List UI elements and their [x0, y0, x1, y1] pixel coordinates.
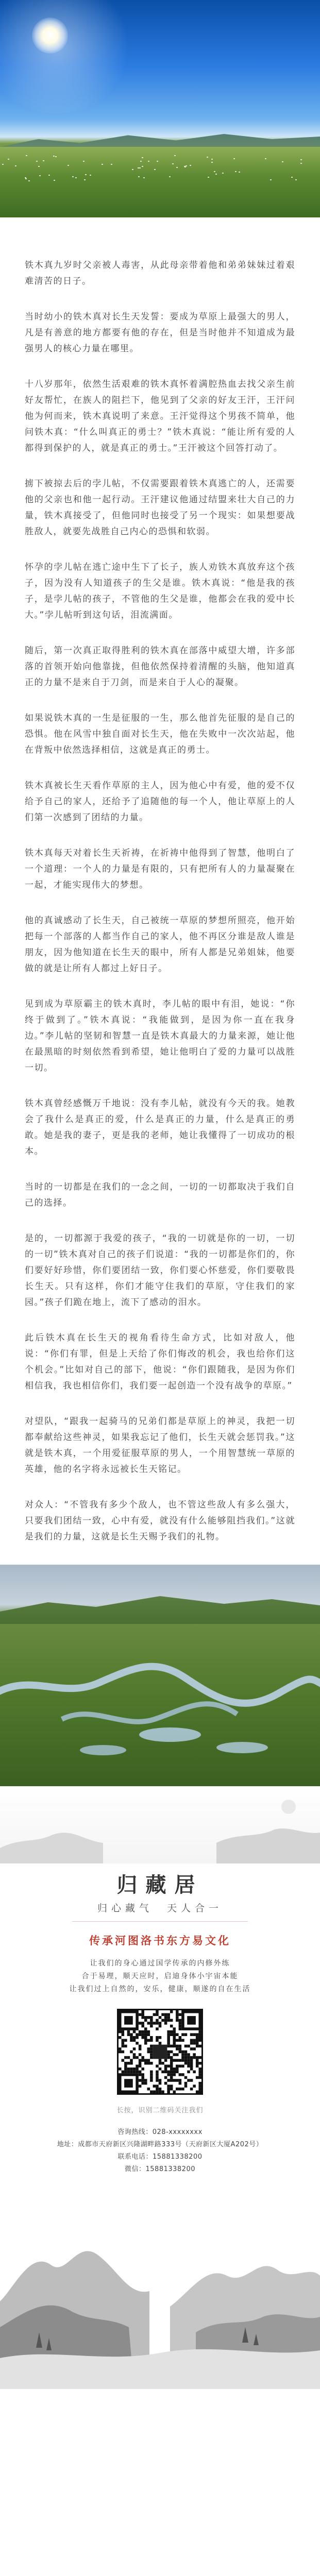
- divider: [72, 1921, 248, 1922]
- brand-name: 归藏居: [116, 1873, 204, 1897]
- contact-info: [0, 2126, 320, 2176]
- hero-grassland-image: [0, 0, 320, 217]
- article-paragraph: 此后铁木真在长生天的视角看待生命方式，比如对敌人，他说：“你们有罪，但是上天给了你们悔改的机会，我也给你们这个机会。”比如对自己的部下，他说：“你们跟随我，是因为你们相信我，我也相信你们，我们要一起创造一个没有战争的草原。”: [25, 1333, 295, 1391]
- hotline-value[interactable]: 028-xxxxxxxx: [152, 2128, 203, 2136]
- article-paragraph: 是的，一切都源于我爱的孩子，“我的一切就是你的一切，一切的一切”铁木真对自己的孩子们说道：“我的一切都是你们的，你们要好好珍惜，你们要团结一致，你们要心怀慈爱，你们要敬畏长生天。只有这样，你们才能守住我们的草原，守住我们的家园。”孩子们跪在地上，流下了感动的泪水。: [25, 1233, 295, 1308]
- article-paragraph: 铁木真曾经感慨万千地说：没有李儿帖，就没有今天的我。她教会了我什么是真正的爱，什么是真正的力量，什么是真正的勇敢。她是我的妻子，更是我的老师，她让我懂得了一切成功的根本。: [25, 1098, 295, 1157]
- address-value: 成都市天府新区兴隆湖畔路333号（天府新区大厦A202号）: [78, 2141, 263, 2148]
- article-paragraph: 对望队，“跟我一起骑马的兄弟们都是草原上的神灵，我把一切都奉献给这些神灵，如果我忘记了他们，长生天就会惩罚我。”这就是铁木真，一个用爱征服草原的男人，一个用智慧统一草原的英雄，他的名字将永远被长生天铭记。: [25, 1416, 295, 1475]
- contact-phone: [0, 2151, 320, 2163]
- brand-slogan: 归心藏气 天人合一: [97, 1903, 223, 1914]
- article-paragraph: 铁木真被长生天看作草原的主人，因为他心中有爱，他的爱不仅给予自己的家人，还给予了追随他的每一个人，他让草原上的人们第一次感到了团结的力量。: [25, 781, 295, 823]
- contact-address: [0, 2139, 320, 2151]
- phone-value[interactable]: 15881338200: [153, 2153, 203, 2161]
- article-paragraph: 掳下被掠去后的孛儿帖，不仅需要跟着铁木真逃亡的人，还需要他的父亲也和他一起行动。王汗建议他通过结盟来壮大自己的力量，铁木真接受了，但他同时也接受了另一个现实：如果想要战胜敌人，就要先战胜自己内心的恐惧和软弱。: [25, 479, 295, 537]
- contact-hotline: [0, 2126, 320, 2139]
- qr-caption: 长按，识别二维码关注我们: [116, 2107, 204, 2114]
- article-paragraph: 他的真诚感动了长生天，自己被统一草原的梦想所照亮，他开始把每一个部落的人都当作自己的家人，他不再区分谁是敌人谁是朋友，因为他知道在长生天的眼中，所有人都是兄弟姐妹，他要做的就是让所有人都过上好日子。: [25, 916, 295, 974]
- article-paragraph: 对众人：“不管我有多少个敌人，也不管这些敌人有多么强大，只要我们团结一致，心中有爱，就没有什么能够阻挡我们。”这就是我们的力量，这就是长生天赐予我们的礼物。: [25, 1500, 295, 1542]
- ink-landscape-decoration: [0, 1786, 320, 1863]
- article-paragraph: 怀孕的孛儿帖在逃亡途中生下了长子，族人劝铁木真放弃这个孩子，因为没有人知道孩子的生父是谁。铁木真说：“他是我的孩子，是孛儿帖的孩子，不管他的生父是谁，他都会在我的爱中长大。”孛儿帖听到这句话，泪流满面。: [25, 562, 295, 620]
- wechat-value[interactable]: 15881338200: [145, 2165, 195, 2173]
- mission-line: 合于易理，顺天应时，启迪身体小宇宙本能: [81, 1972, 239, 1980]
- article-paragraph: 当时幼小的铁木真对长生天发誓：要成为草原上最强大的男人，凡是有善意的地方都要有他的存在，但是当时他并不知道成为最强男人的核心力量在哪里。: [25, 312, 295, 354]
- qr-code-icon: [119, 2010, 201, 2093]
- article-paragraph: 铁木真九岁时父亲被人毒害，从此母亲带着他和弟弟妹妹过着艰难清苦的日子。: [25, 260, 295, 286]
- mission-title: 传承河图洛书东方易文化: [89, 1935, 231, 1947]
- article-paragraph: 随后，第一次真正取得胜利的铁木真在部落中威望大增，许多部落的首领开始向他靠拢，但他依然保持着清醒的头脑，他知道真正的力量不是来自于刀剑，而是来自于人心的凝聚。: [25, 646, 295, 688]
- ink-mountains-decoration: [0, 2188, 320, 2389]
- mission-line: 让我们的身心通过国学传承的内修外练: [90, 1959, 230, 1968]
- article-paragraph: 当时的一切都是在我们的一念之间，一切的一切都取决于我们自己的选择。: [25, 1182, 295, 1208]
- phone-label: 联系电话：: [117, 2153, 153, 2161]
- article-paragraph: 见到成为草原霸主的铁木真时，李儿帖的眼中有泪，她说：“你终于做到了。”铁木真说：“我能做到，是因为你一直在我身边。”李儿帖的坚韧和智慧一直是铁木真最大的力量来源，她让他在最黑暗的时刻依然看到希望，她让他明白了爱的力量可以战胜一切。: [25, 999, 295, 1073]
- article-paragraph: 如果说铁木真的一生是征服的一生，那么他首先征服的是自己的恐惧。他在风雪中独自面对长生天，他在失败中一次次站起，他在背叛中依然选择相信，这就是真正的勇士。: [25, 713, 295, 755]
- article-body: [0, 258, 320, 1545]
- article-paragraph: 十八岁那年，依然生活艰难的铁木真怀着满腔热血去找父亲生前好友帮忙，在族人的阻拦下，他见到了父亲的好友王汗，王汗问他为何而来，铁木真说明了来意。王汗觉得这个男孩不简单，他问铁木真：“什么叫真正的勇士？”铁木真说：“能让所有爱的人都得到保护的人，就是真正的勇士。”王汗被这个回答打动了。: [25, 379, 295, 453]
- qr-code[interactable]: [117, 2009, 203, 2095]
- contact-wechat: [0, 2163, 320, 2176]
- footer-card: [0, 1786, 320, 2389]
- wechat-label: 微信：: [125, 2165, 146, 2173]
- article-paragraph: 铁木真每天对着长生天祈祷，在祈祷中他得到了智慧，他明白了一个道理：一个人的力量是有限的，只有把所有人的力量凝聚在一起，才能实现伟大的梦想。: [25, 848, 295, 890]
- mission-lines: [0, 1957, 320, 1996]
- hotline-label: 咨询热线：: [117, 2128, 153, 2136]
- river-grassland-image: [0, 1565, 320, 1786]
- sun-icon: [32, 18, 68, 54]
- address-label: 地址：: [57, 2141, 78, 2148]
- mission-line: 让我们过上自然的，安乐，健康，顺遂的自在生活: [69, 1985, 251, 1993]
